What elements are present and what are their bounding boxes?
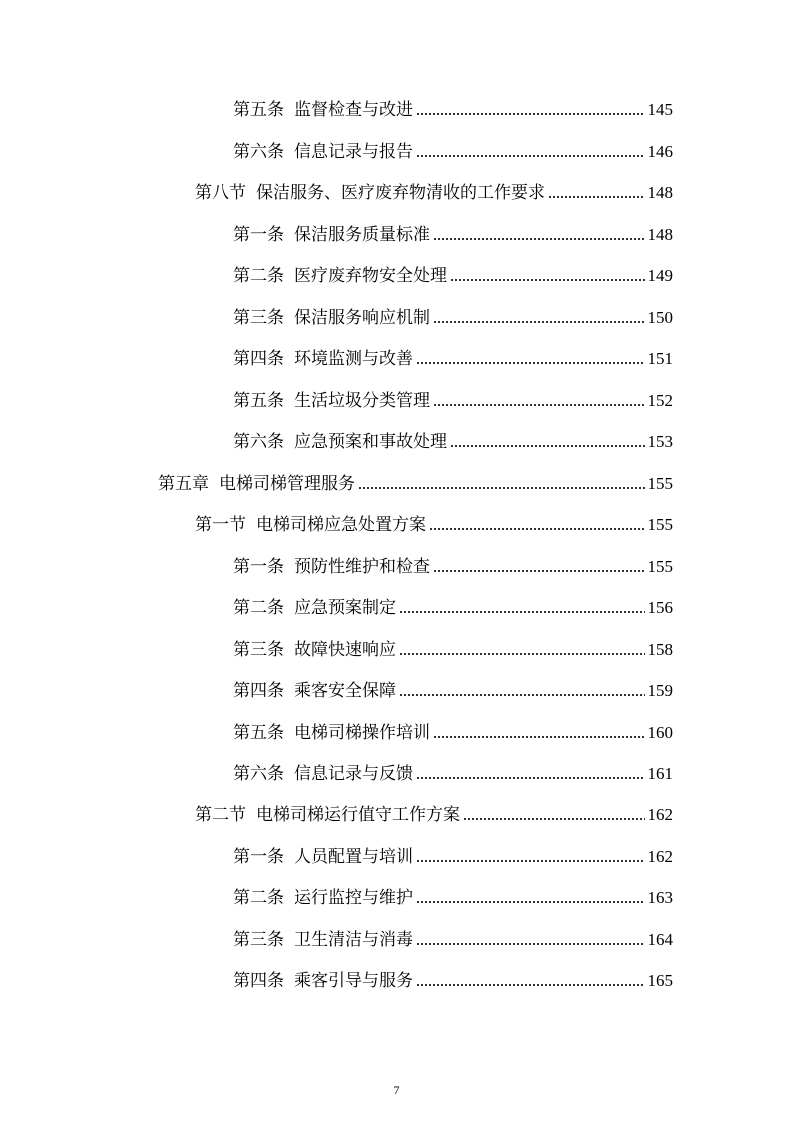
entry-page: 163 xyxy=(647,888,673,907)
entry-number: 第二节 xyxy=(195,805,246,825)
dot-leader xyxy=(399,652,645,656)
toc-entry xyxy=(195,179,673,203)
entry-title: 应急预案和事故处理 xyxy=(294,432,447,452)
entry-page: 148 xyxy=(647,225,673,244)
entry-number: 第六条 xyxy=(233,142,284,162)
toc-entry xyxy=(233,926,673,950)
entry-number: 第四条 xyxy=(233,349,284,369)
dot-leader xyxy=(358,486,645,490)
dot-leader xyxy=(416,900,645,904)
entry-page: 159 xyxy=(647,681,673,700)
entry-number: 第八节 xyxy=(195,183,246,203)
entry-page: 164 xyxy=(647,930,673,949)
entry-number: 第二条 xyxy=(233,888,284,908)
entry-page: 155 xyxy=(647,474,673,493)
entry-page: 152 xyxy=(647,391,673,410)
dot-leader xyxy=(463,817,645,821)
entry-title: 乘客安全保障 xyxy=(294,681,396,701)
entry-number: 第一条 xyxy=(233,225,284,245)
entry-number: 第一条 xyxy=(233,557,284,577)
dot-leader xyxy=(416,942,645,946)
toc-entry xyxy=(233,387,673,411)
dot-leader xyxy=(548,195,645,199)
toc-entry xyxy=(233,262,673,286)
entry-number: 第二条 xyxy=(233,266,284,286)
entry-title: 应急预案制定 xyxy=(294,598,396,618)
entry-title: 信息记录与报告 xyxy=(294,142,413,162)
toc-entry xyxy=(158,470,673,494)
toc-entry xyxy=(233,221,673,245)
dot-leader xyxy=(433,569,645,573)
entry-page: 165 xyxy=(647,971,673,990)
entry-number: 第四条 xyxy=(233,681,284,701)
toc-entry xyxy=(233,304,673,328)
toc-entry xyxy=(233,636,673,660)
entry-page: 145 xyxy=(647,100,673,119)
entry-page: 148 xyxy=(647,183,673,202)
page-number: 7 xyxy=(393,1083,400,1097)
entry-page: 155 xyxy=(647,515,673,534)
dot-leader xyxy=(399,610,645,614)
dot-leader xyxy=(433,237,645,241)
toc-entry xyxy=(195,801,673,825)
dot-leader xyxy=(416,776,645,780)
toc-entry xyxy=(233,760,673,784)
entry-page: 155 xyxy=(647,557,673,576)
entry-page: 149 xyxy=(647,266,673,285)
dot-leader xyxy=(450,278,645,282)
entry-number: 第五条 xyxy=(233,391,284,411)
toc-entry xyxy=(195,511,673,535)
entry-number: 第六条 xyxy=(233,764,284,784)
dot-leader xyxy=(416,361,645,365)
entry-number: 第一条 xyxy=(233,847,284,867)
toc-entry xyxy=(233,843,673,867)
dot-leader xyxy=(416,154,645,158)
entry-number: 第六条 xyxy=(233,432,284,452)
dot-leader xyxy=(433,320,645,324)
dot-leader xyxy=(399,693,645,697)
entry-title: 故障快速响应 xyxy=(294,640,396,660)
entry-title: 环境监测与改善 xyxy=(294,349,413,369)
entry-title: 运行监控与维护 xyxy=(294,888,413,908)
entry-title: 信息记录与反馈 xyxy=(294,764,413,784)
entry-number: 第五条 xyxy=(233,100,284,120)
toc-entry xyxy=(233,594,673,618)
entry-page: 160 xyxy=(647,723,673,742)
entry-number: 第三条 xyxy=(233,640,284,660)
toc-entry xyxy=(233,345,673,369)
entry-title: 保洁服务、医疗废弃物清收的工作要求 xyxy=(256,183,545,203)
entry-title: 监督检查与改进 xyxy=(294,100,413,120)
entry-page: 158 xyxy=(647,640,673,659)
entry-page: 162 xyxy=(647,805,673,824)
toc-entry xyxy=(233,967,673,991)
entry-title: 电梯司梯操作培训 xyxy=(294,723,430,743)
toc-entry xyxy=(233,719,673,743)
entry-title: 乘客引导与服务 xyxy=(294,971,413,991)
dot-leader xyxy=(416,112,645,116)
entry-title: 医疗废弃物安全处理 xyxy=(294,266,447,286)
entry-number: 第五章 xyxy=(158,474,209,494)
toc-entry xyxy=(233,138,673,162)
toc-entry xyxy=(233,428,673,452)
entry-title: 保洁服务质量标准 xyxy=(294,225,430,245)
entry-page: 156 xyxy=(647,598,673,617)
entry-number: 第五条 xyxy=(233,723,284,743)
entry-page: 162 xyxy=(647,847,673,866)
entry-number: 第三条 xyxy=(233,930,284,950)
entry-number: 第一节 xyxy=(195,515,246,535)
entry-page: 153 xyxy=(647,432,673,451)
entry-title: 电梯司梯管理服务 xyxy=(219,474,355,494)
dot-leader xyxy=(433,403,645,407)
entry-page: 161 xyxy=(647,764,673,783)
entry-page: 150 xyxy=(647,308,673,327)
entry-number: 第四条 xyxy=(233,971,284,991)
dot-leader xyxy=(429,527,645,531)
entry-page: 151 xyxy=(647,349,673,368)
entry-title: 人员配置与培训 xyxy=(294,847,413,867)
dot-leader xyxy=(433,735,645,739)
toc-entry xyxy=(233,553,673,577)
entry-number: 第三条 xyxy=(233,308,284,328)
entry-title: 电梯司梯运行值守工作方案 xyxy=(256,805,460,825)
toc-entry xyxy=(233,677,673,701)
toc-entry xyxy=(233,96,673,120)
dot-leader xyxy=(416,983,645,987)
entry-title: 保洁服务响应机制 xyxy=(294,308,430,328)
dot-leader xyxy=(416,859,645,863)
toc-entry xyxy=(233,884,673,908)
entry-title: 电梯司梯应急处置方案 xyxy=(256,515,426,535)
entry-title: 卫生清洁与消毒 xyxy=(294,930,413,950)
entry-page: 146 xyxy=(647,142,673,161)
entry-title: 生活垃圾分类管理 xyxy=(294,391,430,411)
entry-title: 预防性维护和检查 xyxy=(294,557,430,577)
entry-number: 第二条 xyxy=(233,598,284,618)
dot-leader xyxy=(450,444,645,448)
